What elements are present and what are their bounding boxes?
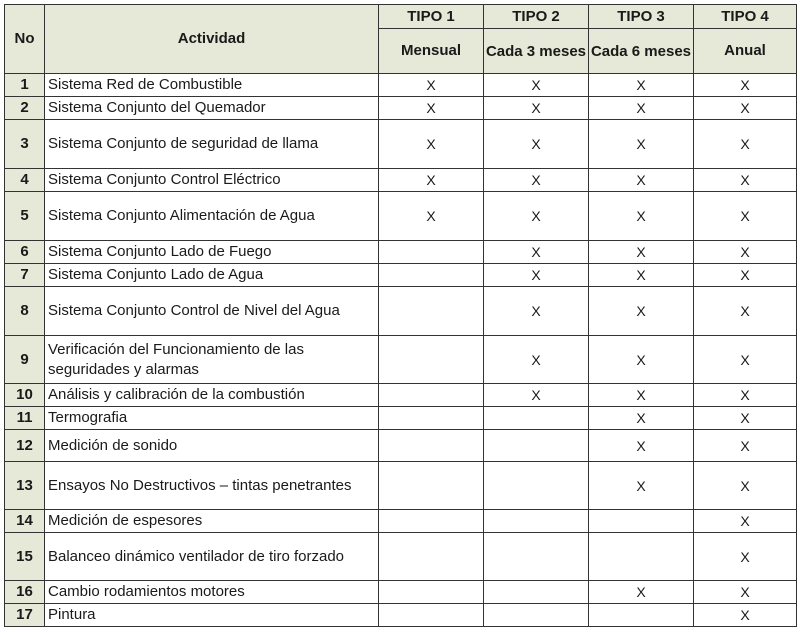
tipo-4-mark: X <box>694 264 797 287</box>
tipo-2-mark: X <box>484 241 589 264</box>
activity-cell: Termografia <box>45 407 379 430</box>
activity-cell: Sistema Conjunto de seguridad de llama <box>45 120 379 169</box>
activity-cell: Sistema Conjunto Lado de Agua <box>45 264 379 287</box>
row-number: 10 <box>5 384 45 407</box>
tipo-2-mark <box>484 462 589 510</box>
tipo-3-mark: X <box>589 120 694 169</box>
row-number: 8 <box>5 287 45 336</box>
tipo-1-mark <box>379 336 484 384</box>
activity-cell: Sistema Conjunto Control Eléctrico <box>45 169 379 192</box>
table-row <box>5 407 797 430</box>
table-row <box>5 192 797 241</box>
table-row <box>5 336 797 384</box>
tipo-1-mark <box>379 241 484 264</box>
table-row <box>5 120 797 169</box>
row-number: 2 <box>5 97 45 120</box>
activity-cell: Pintura <box>45 604 379 627</box>
header-tipo-1: TIPO 1 <box>379 5 484 29</box>
tipo-3-mark: X <box>589 336 694 384</box>
tipo-3-mark: X <box>589 407 694 430</box>
tipo-4-mark: X <box>694 407 797 430</box>
tipo-3-mark <box>589 533 694 581</box>
activity-cell: Medición de espesores <box>45 510 379 533</box>
tipo-3-mark: X <box>589 581 694 604</box>
tipo-4-mark: X <box>694 462 797 510</box>
header-freq-4: Anual <box>694 29 797 74</box>
tipo-2-mark: X <box>484 74 589 97</box>
tipo-2-mark <box>484 430 589 462</box>
row-number: 7 <box>5 264 45 287</box>
header-no: No <box>5 5 45 74</box>
tipo-3-mark <box>589 604 694 627</box>
tipo-3-mark: X <box>589 169 694 192</box>
tipo-1-mark <box>379 581 484 604</box>
activity-cell: Medición de sonido <box>45 430 379 462</box>
tipo-4-mark: X <box>694 384 797 407</box>
activity-cell: Sistema Conjunto Lado de Fuego <box>45 241 379 264</box>
activity-cell: Ensayos No Destructivos – tintas penetrantes <box>45 462 379 510</box>
table-body <box>5 74 797 627</box>
tipo-4-mark: X <box>694 169 797 192</box>
table-row <box>5 169 797 192</box>
tipo-4-mark: X <box>694 120 797 169</box>
table-row <box>5 264 797 287</box>
tipo-1-mark: X <box>379 120 484 169</box>
header-tipo-4: TIPO 4 <box>694 5 797 29</box>
tipo-1-mark <box>379 407 484 430</box>
row-number: 16 <box>5 581 45 604</box>
tipo-1-mark <box>379 287 484 336</box>
tipo-4-mark: X <box>694 97 797 120</box>
row-number: 9 <box>5 336 45 384</box>
tipo-3-mark: X <box>589 97 694 120</box>
row-number: 1 <box>5 74 45 97</box>
table-row <box>5 430 797 462</box>
tipo-1-mark: X <box>379 192 484 241</box>
tipo-4-mark: X <box>694 192 797 241</box>
tipo-4-mark: X <box>694 604 797 627</box>
tipo-2-mark: X <box>484 97 589 120</box>
table-row <box>5 97 797 120</box>
table-row <box>5 510 797 533</box>
row-number: 6 <box>5 241 45 264</box>
tipo-2-mark <box>484 604 589 627</box>
activity-cell: Análisis y calibración de la combustión <box>45 384 379 407</box>
tipo-3-mark: X <box>589 384 694 407</box>
tipo-3-mark: X <box>589 264 694 287</box>
table-row <box>5 533 797 581</box>
tipo-2-mark <box>484 407 589 430</box>
tipo-4-mark: X <box>694 336 797 384</box>
tipo-3-mark: X <box>589 287 694 336</box>
tipo-1-mark: X <box>379 169 484 192</box>
row-number: 4 <box>5 169 45 192</box>
tipo-2-mark: X <box>484 169 589 192</box>
header-freq-3: Cada 6 meses <box>589 29 694 74</box>
tipo-3-mark <box>589 510 694 533</box>
tipo-1-mark: X <box>379 97 484 120</box>
tipo-3-mark: X <box>589 74 694 97</box>
tipo-3-mark: X <box>589 241 694 264</box>
header-actividad: Actividad <box>45 5 379 74</box>
row-number: 17 <box>5 604 45 627</box>
tipo-1-mark <box>379 430 484 462</box>
activity-cell: Verificación del Funcionamiento de las seguridades y alarmas <box>45 336 379 384</box>
tipo-2-mark: X <box>484 192 589 241</box>
table-row <box>5 462 797 510</box>
tipo-4-mark: X <box>694 287 797 336</box>
row-number: 5 <box>5 192 45 241</box>
activity-cell: Balanceo dinámico ventilador de tiro forzado <box>45 533 379 581</box>
tipo-4-mark: X <box>694 241 797 264</box>
tipo-3-mark: X <box>589 462 694 510</box>
table-row <box>5 241 797 264</box>
tipo-1-mark <box>379 384 484 407</box>
row-number: 3 <box>5 120 45 169</box>
tipo-1-mark <box>379 462 484 510</box>
activity-cell: Cambio rodamientos motores <box>45 581 379 604</box>
tipo-2-mark <box>484 533 589 581</box>
tipo-3-mark: X <box>589 192 694 241</box>
header-tipo-3: TIPO 3 <box>589 5 694 29</box>
table-row <box>5 581 797 604</box>
tipo-4-mark: X <box>694 430 797 462</box>
row-number: 12 <box>5 430 45 462</box>
tipo-1-mark <box>379 604 484 627</box>
activity-cell: Sistema Conjunto Control de Nivel del Agua <box>45 287 379 336</box>
table-row <box>5 74 797 97</box>
tipo-2-mark: X <box>484 336 589 384</box>
table-row <box>5 604 797 627</box>
activity-cell: Sistema Conjunto del Quemador <box>45 97 379 120</box>
row-number: 13 <box>5 462 45 510</box>
tipo-2-mark: X <box>484 287 589 336</box>
tipo-2-mark: X <box>484 384 589 407</box>
tipo-1-mark: X <box>379 74 484 97</box>
header-freq-2: Cada 3 meses <box>484 29 589 74</box>
tipo-4-mark: X <box>694 533 797 581</box>
table-row <box>5 287 797 336</box>
tipo-4-mark: X <box>694 510 797 533</box>
tipo-2-mark: X <box>484 264 589 287</box>
tipo-2-mark <box>484 510 589 533</box>
table-row <box>5 384 797 407</box>
tipo-3-mark: X <box>589 430 694 462</box>
tipo-2-mark: X <box>484 120 589 169</box>
activity-cell: Sistema Conjunto Alimentación de Agua <box>45 192 379 241</box>
row-number: 15 <box>5 533 45 581</box>
tipo-4-mark: X <box>694 581 797 604</box>
header-freq-1: Mensual <box>379 29 484 74</box>
maintenance-schedule-table <box>4 4 797 627</box>
row-number: 14 <box>5 510 45 533</box>
activity-cell: Sistema Red de Combustible <box>45 74 379 97</box>
row-number: 11 <box>5 407 45 430</box>
tipo-2-mark <box>484 581 589 604</box>
tipo-1-mark <box>379 264 484 287</box>
header-tipo-2: TIPO 2 <box>484 5 589 29</box>
tipo-1-mark <box>379 533 484 581</box>
tipo-4-mark: X <box>694 74 797 97</box>
tipo-1-mark <box>379 510 484 533</box>
